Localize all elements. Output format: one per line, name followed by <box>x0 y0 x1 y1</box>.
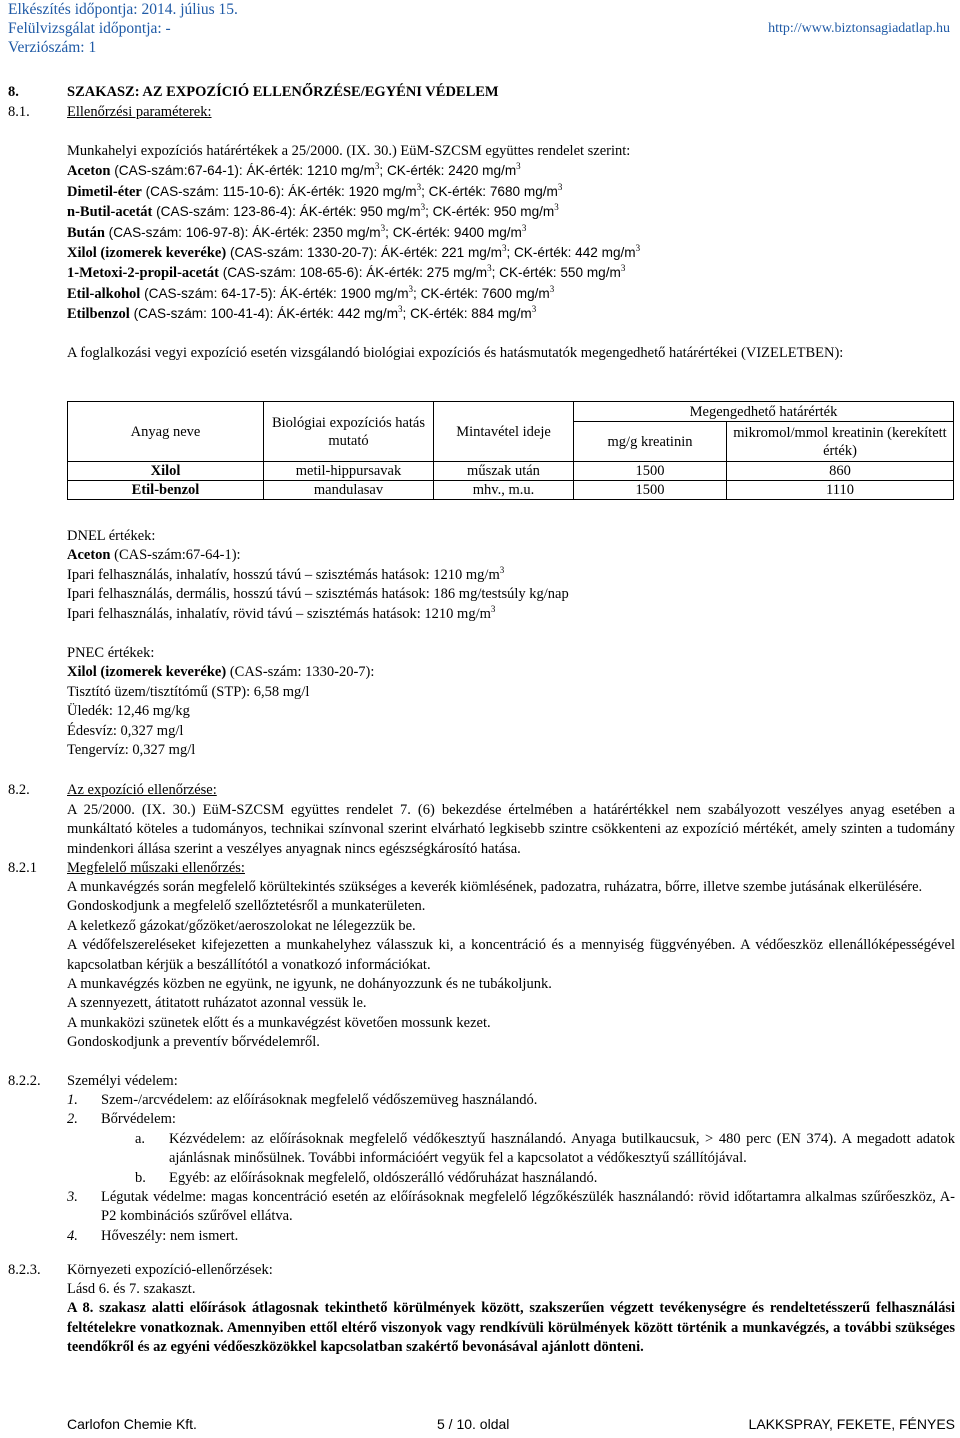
page-header <box>8 0 954 62</box>
subsection-8-2-3-heading: 8.2.3. Környezeti expozíció-ellenőrzések: <box>8 1262 273 1278</box>
limit-item: Dimetil-éter (CAS-szám: 115-10-6): ÁK-érték: 1920 $mg/m^3$; CK-érték: 7680 $mg/m^3$ <box>67 181 563 200</box>
table-row: Etil-benzol mandulasav mhv., m.u. 1500 1110 <box>68 481 954 500</box>
limit-item: Etilbenzol (CAS-szám: 100-41-4): ÁK-érték: 442 $mg/m^3$; CK-érték: 884 $mg/m^3$ <box>67 304 537 323</box>
list-item: 3. Légutak védelme: magas koncentráció esetén az előírásoknak megfelelő légzőkészülék használandó: rövid időtartamra alkalmas szűrőeszköz, A-P2 kombinációs szűrővel ellátva. <box>67 1189 955 1225</box>
limit-item: 1-Metoxi-2-propil-acetát (CAS-szám: 108-65-6): ÁK-érték: 275 $mg/m^3$; CK-érték: 550 $mg/m^3$ <box>67 263 626 282</box>
subsection-8-2-2-heading: 8.2.2. Személyi védelem: <box>8 1073 178 1089</box>
limits-list <box>67 161 955 324</box>
s82-text: A 25/2000. (IX. 30.) EüM-SZCSM együttes rendelet 7. (6) bekezdése értelmében a határértékkel nem szabályozott veszélyes anyag esetében a munkáltató köteles a tudományos, technikai színvonal szerint elvárható legkisebb szintre csökkenteni az expozíció mértékét, amely szinten a tudomány mindenkori állása szerint a veszélyes anyagnak nincs egészségkárosító hatása. <box>67 802 955 857</box>
col-mmol: mikromol/mmol kreatinin (kerekített érték) <box>727 422 954 462</box>
created-date: Elkészítés időpontja: 2014. július 15. <box>8 1 238 18</box>
bio-limits-table <box>67 401 954 500</box>
limit-item: Etil-alkohol (CAS-szám: 64-17-5): ÁK-érték: 1900 $mg/m^3$; CK-érték: 7600 $mg/m^3$ <box>67 283 555 302</box>
version: Verziószám: 1 <box>8 39 97 56</box>
pnec-block: PNEC értékek: Xilol (izomerek keveréke) (CAS-szám: 1330-20-7): Tisztító üzem/tisztítómű (STP): 6,58 mg/l Üledék: 12,46 mg/kg Édesvíz: 0,327 mg/l Tengervíz: 0,327 mg/l <box>67 644 955 760</box>
dnel-block: DNEL értékek: Aceton (CAS-szám:67-64-1): Ipari felhasználás, inhalatív, hosszú távú – szisztémás hatások: 1210 $mg/m^3$ Ipari felhasználás, dermális, hosszú távú – szisztémás hatások: 186 mg/testsúly kg/nap Ipari felhasználás, inhalatív, rövid távú – szisztémás hatások: 1210 $mg/m^3$ <box>67 527 955 624</box>
section-heading: 8. SZAKASZ: AZ EXPOZÍCIÓ ELLENŐRZÉSE/EGYÉNI VÉDELEM <box>8 84 499 100</box>
limit-item: Aceton (CAS-szám:67-64-1): ÁK-érték: 1210 $mg/m^3$; CK-érték: 2420 $mg/m^3$ <box>67 161 521 180</box>
col-sampling-time: Mintavétel ideje <box>434 402 574 462</box>
col-mgg: mg/g kreatinin <box>574 422 727 462</box>
table-row: Xilol metil-hippursavak műszak után 1500 860 <box>68 462 954 481</box>
limit-item: Xilol (izomerek keveréke) (CAS-szám: 1330-20-7): ÁK-érték: 221 $mg/m^3$; CK-érték: 442 $mg/m^3$ <box>67 243 641 262</box>
list-item: 1. Szem-/arcvédelem: az előírásoknak megfelelő védőszemüveg használandó. <box>67 1092 538 1108</box>
col-bio-marker: Biológiai expozíciós hatás mutató <box>264 402 434 462</box>
exposure-limits <box>67 142 955 325</box>
header-url-link[interactable]: http://www.biztonsagiadatlap.hu <box>768 21 950 36</box>
col-substance: Anyag neve <box>68 402 264 462</box>
limits-intro: Munkahelyi expozíciós határértékek a 25/2000. (IX. 30.) EüM-SZCSM együttes rendelet szerint: <box>67 143 631 159</box>
limit-item: Bután (CAS-szám: 106-97-8): ÁK-érték: 2350 $mg/m^3$; CK-érték: 9400 $mg/m^3$ <box>67 222 527 241</box>
subsection-8-2-1-heading: 8.2.1 Megfelelő műszaki ellenőrzés: <box>8 860 245 876</box>
s823-body: Lásd 6. és 7. szakaszt. A 8. szakasz alatti előírások átlagosnak tekinthető körülmények között, szakszerűen végzett tevékenységre és rendeltetésszerű felhasználási feltételekre vonatkoznak. Amennyiben ettől eltérő viszonyok vagy rendkívüli körülmények között történik a munkavégzés, a további szükséges teendőkről és az egyéni védőeszközökkel kapcsolatban szakértő bevonásával ajánlott dönteni. <box>67 1281 955 1356</box>
footer-product: LAKKSPRAY, FEKETE, FÉNYES <box>748 1416 955 1432</box>
list-item: b. Egyéb: az előírásoknak megfelelő, oldószerálló védőruházat használandó. <box>135 1169 598 1186</box>
list-item: a. Kézvédelem: az előírásoknak megfelelő védőkesztyű használandó. Anyaga butilkaucsuk, > 480 perc (EN 374). A megadott adatok ajánlásnak minősülnek. További információért vegyük fel a kapcsolatot a védőkesztyű szállítójával. <box>135 1130 955 1167</box>
s821-body: A munkavégzés során megfelelő körültekintés szükséges a keverék kiömlésének, padozatra, ruházatra, bőrre, illetve szembe jutásának elkerülésére. Gondoskodjunk a megfelelő szellőztetésről a munkaterületen. A keletkező gázokat/gőzöket/aeroszolokat ne lélegezzük be. A védőfelszereléseket kifejezetten a munkahelyhez válasszuk ki, a koncentráció és a mennyiség függvényében. A védőeszköz ellenállóképességével kapcsolatban kérjük a beszállítótól a vonatkozó információkat. A munkavégzés közben ne együnk, ne igyunk, ne dohányozzunk és ne tubákoljunk. A szennyezett, átitatott ruházatot azonnal vessük le. A munkaközi szünetek előtt és a munkavégzést követően mossunk kezet. Gondoskodjunk a preventív bőrvédelemről. <box>67 879 955 1051</box>
pnec-title: PNEC értékek: <box>67 645 155 661</box>
section-title: SZAKASZ: AZ EXPOZÍCIÓ ELLENŐRZÉSE/EGYÉNI VÉDELEM <box>67 84 499 100</box>
subsection-8-1-heading: 8.1. Ellenőrzési paraméterek: <box>8 104 212 120</box>
list-item: 2. Bőrvédelem: <box>67 1111 176 1128</box>
review-date: Felülvizsgálat időpontja: - <box>8 20 171 37</box>
header-info <box>8 0 238 57</box>
subsection-8-2-heading: 8.2. Az expozíció ellenőrzése: <box>8 782 217 798</box>
dnel-title: DNEL értékek: <box>67 528 156 544</box>
list-item: 4. Hőveszély: nem ismert. <box>67 1227 239 1244</box>
col-limit: Megengedhető határérték <box>574 402 954 422</box>
bio-intro: A foglalkozási vegyi expozíció esetén vizsgálandó biológiai expozíciós és hatásmutatók megengedhető határértékei (VIZELETBEN): <box>67 345 844 361</box>
footer-company: Carlofon Chemie Kft. <box>67 1416 197 1432</box>
personal-protection-list <box>67 1091 955 1246</box>
limit-item: n-Butil-acetát (CAS-szám: 123-86-4): ÁK-érték: 950 $mg/m^3$; CK-érték: 950 $mg/m^3$ <box>67 202 559 221</box>
footer-page-number: 5 / 10. oldal <box>437 1416 510 1432</box>
